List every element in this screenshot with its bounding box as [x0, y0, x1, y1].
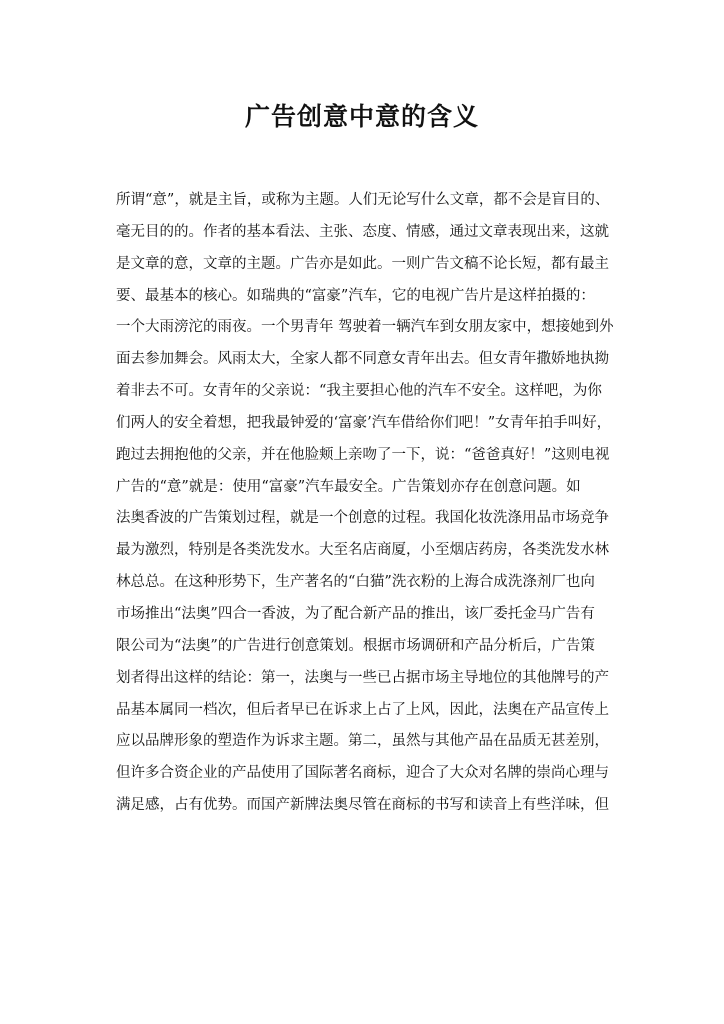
body-line: 满足感，占有优势。而国产新牌法奥尽管在商标的书写和读音上有些洋味，但	[116, 797, 609, 814]
body-line: 们两人的安全着想，把我最钟爱的‘富豪’汽车借给你们吧！”女青年拍手叫好，	[116, 414, 612, 431]
body-line: 最为激烈，特别是各类洗发水。大至名店商厦，小至烟店药房，各类洗发水林	[116, 542, 609, 559]
body-line: 市场推出“法奥”四合一香波，为了配合新产品的推出，该厂委托金马广告有	[116, 605, 595, 622]
body-line: 应以品牌形象的塑造作为诉求主题。第二，虽然与其他产品在品质无甚差别，	[116, 733, 609, 750]
body-line: 面去参加舞会。风雨太大，全家人都不同意女青年出去。但女青年撒娇地执拗	[116, 351, 609, 368]
body-line: 所谓“意”，就是主旨，或称为主题。人们无论写什么文章，都不会是盲目的、	[116, 192, 610, 208]
body-line: 毫无目的的。作者的基本看法、主张、态度、情感，通过文章表现出来，这就	[116, 223, 609, 240]
body-line: 跑过去拥抱他的父亲，并在他脸颊上亲吻了一下，说：“爸爸真好！”这则电视	[116, 446, 610, 463]
body-line: 但许多合资企业的产品使用了国际著名商标，迎合了大众对名牌的崇尚心理与	[116, 765, 609, 782]
body-line: 广告的“意”就是：使用“富豪”汽车最安全。广告策划亦存在创意问题。如	[116, 478, 581, 495]
body-line: 品基本属同一档次，但后者早已在诉求上占了上风，因此，法奥在产品宣传上	[116, 701, 609, 718]
body-line: 林总总。在这种形势下，生产著名的“白猫”洗衣粉的上海合成洗涤剂厂也向	[116, 574, 595, 591]
body-line: 要、最基本的核心。如瑞典的“富豪”汽车，它的电视广告片是这样拍摄的：	[116, 287, 595, 304]
body-line: 法奥香波的广告策划过程，就是一个创意的过程。我国化妆洗涤用品市场竞争	[116, 510, 609, 527]
document-body	[116, 185, 636, 822]
body-line: 是文章的意，文章的主题。广告亦是如此。一则广告文稿不论长短，都有最主	[116, 255, 609, 272]
body-line: 划者得出这样的结论：第一，法奥与一些已占据市场主导地位的其他牌号的产	[116, 669, 609, 686]
document-title: 广告创意中意的含义	[244, 102, 479, 131]
body-line: 限公司为“法奥”的广告进行创意策划。根据市场调研和产品分析后，广告策	[116, 637, 595, 654]
body-line: 着非去不可。女青年的父亲说：“我主要担心他的汽车不安全。这样吧，为你	[116, 383, 602, 400]
body-line: 一个大雨滂沱的雨夜。一个男青年 驾驶着一辆汽车到女朋友家中，想接她到外	[116, 319, 614, 336]
